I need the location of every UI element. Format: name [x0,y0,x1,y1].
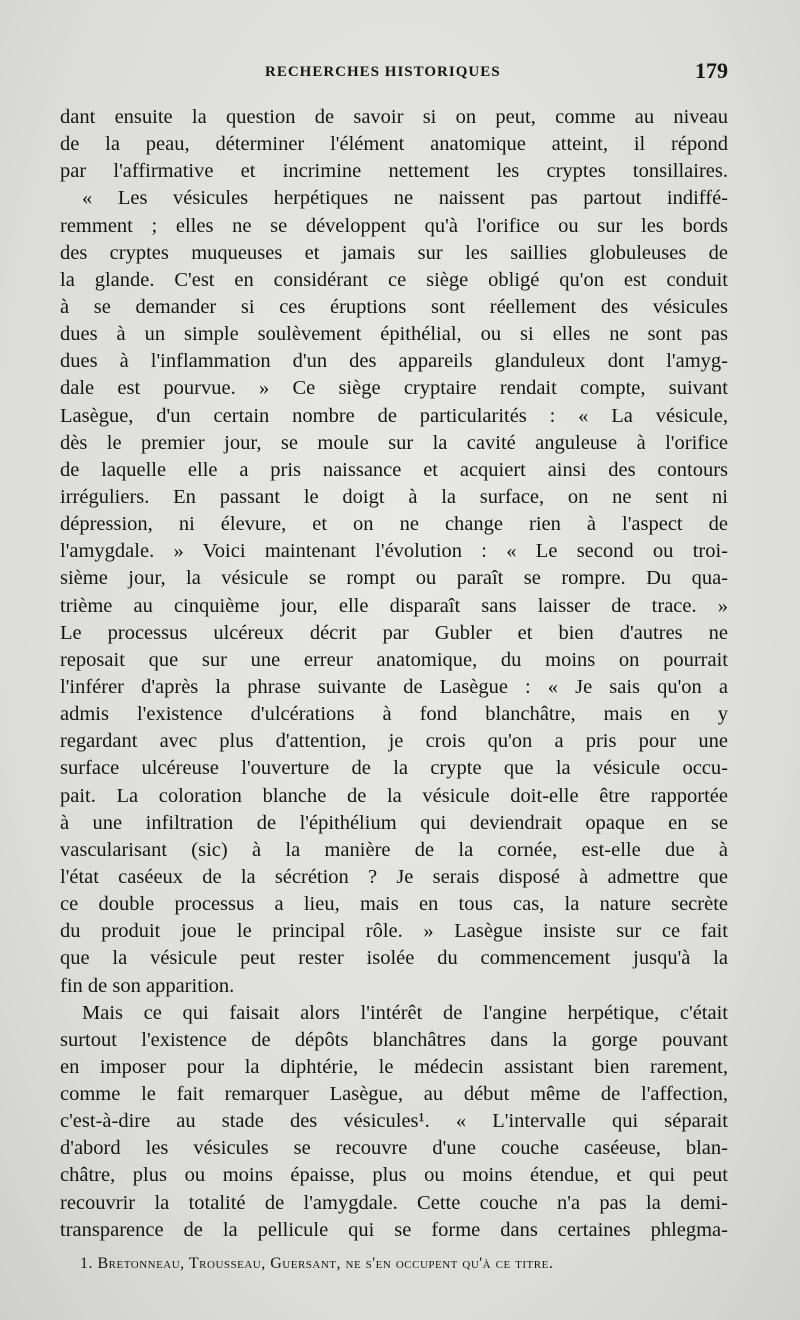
text-line: à une infiltration de l'épithélium qui deviendrait opaque en se [60,811,728,834]
text-line: dues à un simple soulèvement épithélial, ou si elles ne sont pas [60,323,728,346]
text-line: admis l'existence d'ulcérations à fond blanchâtre, mais en y [60,703,728,726]
text-line: l'inférer d'après la phrase suivante de Lasègue : « Je sais qu'on a [60,675,728,698]
text-line: Mais ce qui faisait alors l'intérêt de l'angine herpétique, c'était [82,1001,728,1024]
text-line: dépression, ni élevure, et on ne change rien à l'aspect de [60,513,728,536]
body-text [60,104,728,1244]
text-line: transparence de la pellicule qui se forme dans certaines phlegma- [60,1218,728,1241]
text-line: reposait que sur une erreur anatomique, du moins on pourrait [60,648,728,671]
text-line: dès le premier jour, se moule sur la cavité anguleuse à l'orifice [60,431,728,454]
text-line: remment ; elles ne se développent qu'à l'orifice ou sur les bords [60,214,728,237]
text-line: de laquelle elle a pris naissance et acquiert ainsi des contours [60,458,728,481]
text-line: pait. La coloration blanche de la vésicule doit-elle être rapportée [60,784,728,807]
text-line: surface ulcéreuse l'ouverture de la crypte que la vésicule occu- [60,757,728,780]
text-line: de la peau, déterminer l'élément anatomique atteint, il répond [60,133,728,156]
text-line: regardant avec plus d'attention, je crois qu'on a pris pour une [60,730,728,753]
text-line: d'abord les vésicules se recouvre d'une couche caséeuse, blan- [60,1137,728,1160]
text-line: châtre, plus ou moins épaisse, plus ou moins étendue, et qui peut [60,1164,728,1187]
text-line: que la vésicule peut rester isolée du commencement jusqu'à la [60,947,728,970]
text-line: Le processus ulcéreux décrit par Gubler et bien d'autres ne [60,621,728,644]
text-line: du produit joue le principal rôle. » Lasègue insiste sur ce fait [60,920,728,943]
text-line: vascularisant (sic) à la manière de la cornée, est-elle due à [60,838,728,861]
page-number: 179 [695,58,728,83]
text-line: ce double processus a lieu, mais en tous cas, la nature secrète [60,893,728,916]
page-header [60,58,728,88]
text-line: comme le fait remarquer Lasègue, au début même de l'affection, [60,1083,728,1106]
text-line: dues à l'inflammation d'un des appareils glanduleux dont l'amyg- [60,350,728,373]
text-line: « Les vésicules herpétiques ne naissent pas partout indiffé- [82,187,728,210]
text-line: en imposer pour la diphtérie, le médecin assistant bien rarement, [60,1055,728,1078]
text-line: dant ensuite la question de savoir si on peut, comme au niveau [60,106,728,128]
text-line: fin de son apparition. [60,974,235,997]
text-line: l'état caséeux de la sécrétion ? Je serais disposé à admettre que [60,865,728,888]
text-line: l'amygdale. » Voici maintenant l'évolution : « Le second ou troi- [60,540,728,563]
text-line: la glande. C'est en considérant ce siège obligé qu'on est conduit [60,268,728,291]
text-line: sième jour, la vésicule se rompt ou paraît se rompre. Du qua- [60,567,728,590]
running-title: RECHERCHES HISTORIQUES [265,64,501,80]
text-line: recouvrir la totalité de l'amygdale. Cette couche n'a pas la demi- [60,1191,728,1214]
text-line: irréguliers. En passant le doigt à la surface, on ne sent ni [60,485,728,508]
text-line: Lasègue, d'un certain nombre de particularités : « La vésicule, [60,404,728,427]
text-line: des cryptes muqueuses et jamais sur les saillies globuleuses de [60,241,728,264]
text-line: dale est pourvue. » Ce siège cryptaire rendait compte, suivant [60,377,728,400]
footnote: 1. Bretonneau, Trousseau, Guersant, ne s'en occupent qu'à ce titre. [80,1255,554,1272]
text-line: c'est-à-dire au stade des vésicules¹. « L'intervalle qui séparait [60,1110,728,1133]
text-line: par l'affirmative et incrimine nettement les cryptes tonsillaires. [60,160,728,183]
text-line: trième au cinquième jour, elle disparaît sans laisser de trace. » [60,594,728,617]
text-line: surtout l'existence de dépôts blanchâtres dans la gorge pouvant [60,1028,728,1051]
text-line: à se demander si ces éruptions sont réellement des vésicules [60,295,728,318]
